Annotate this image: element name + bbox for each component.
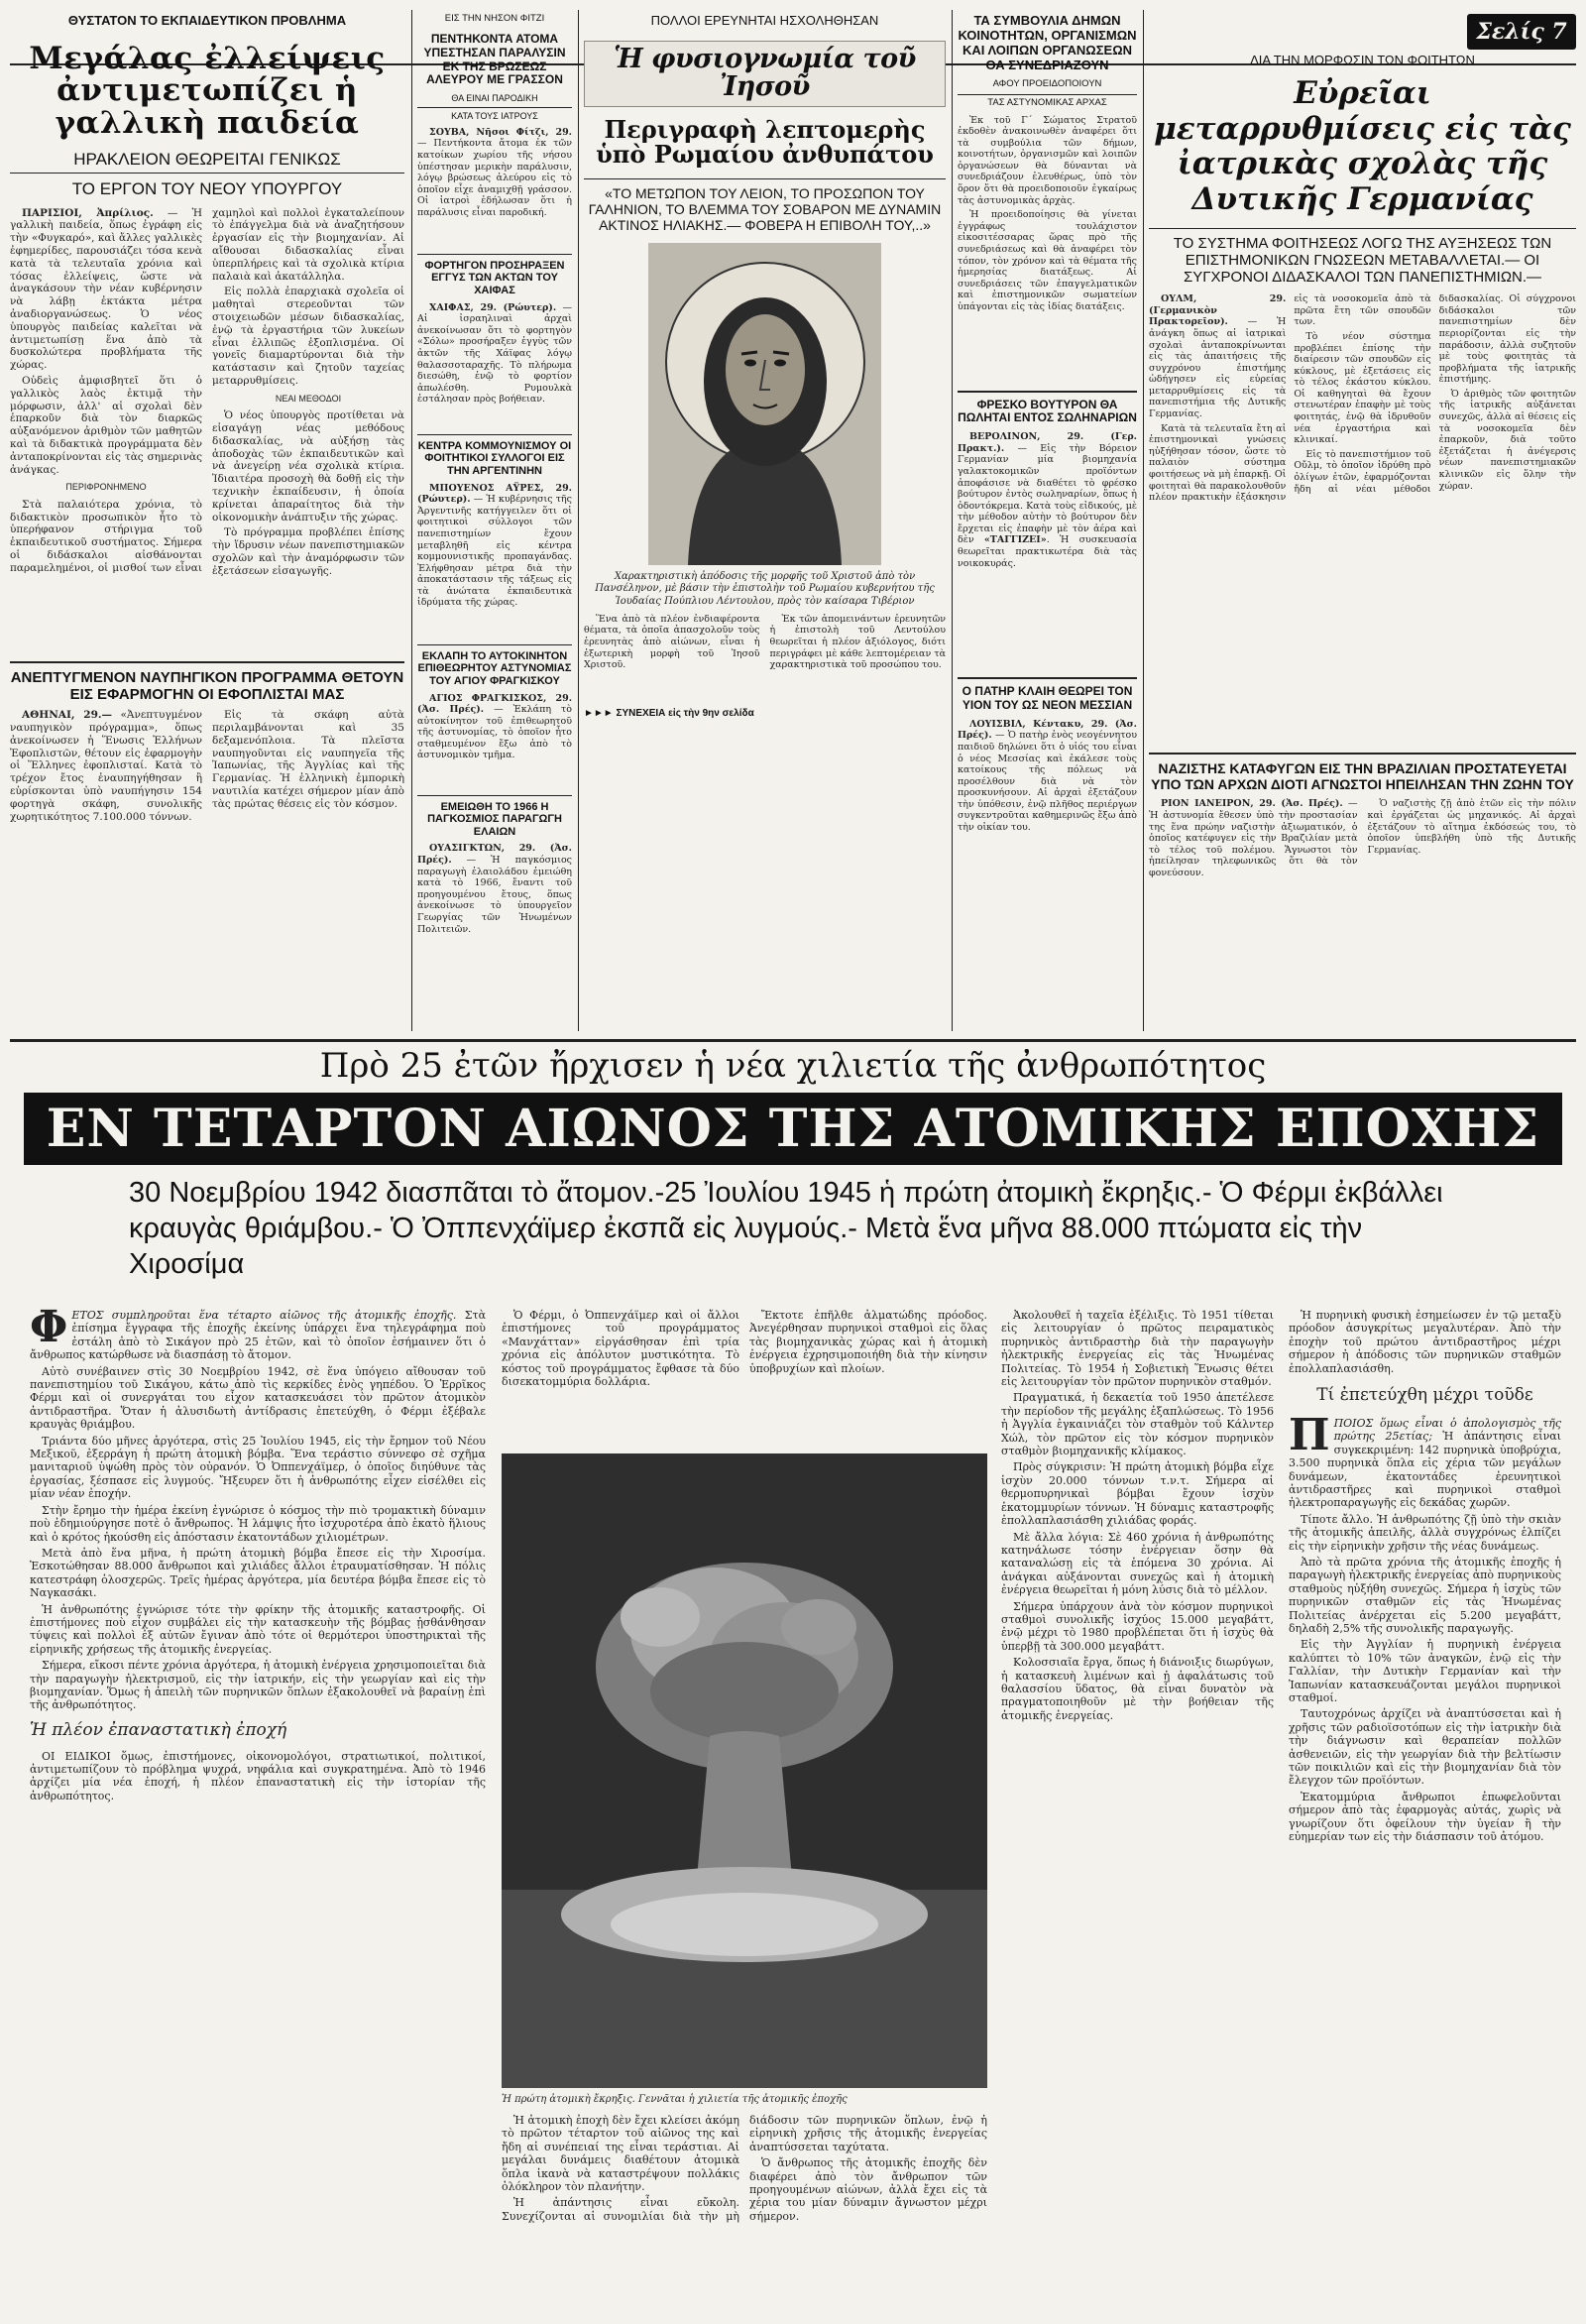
kicker: ΘΥΣΤΑΤΟΝ ΤΟ ΕΚΠΑΙΔΕΥΤΙΚΟΝ ΠΡΟΒΛΗΜΑ xyxy=(67,14,347,28)
drop-cap-right: Π xyxy=(1289,1409,1330,1460)
olive-headline: ΕΜΕΙΩΘΗ ΤΟ 1966 Η ΠΑΓΚΟΣΜΙΟΣ ΠΑΡΑΓΩΓΗ ΕΛΑΙΩΝ xyxy=(417,795,572,839)
atomic-mid-top: Ὁ Φέρμι, ὁ Ὀππενχάϊμερ καὶ οἱ ἄλλοι ἐπιστήμονες τοῦ προγράμματος «Μανχάτταν» εἰργάσθησαν ἐπὶ τρία χρόνια εἰς ἀπόλυτον μυστικότητα. Τὸ κόστος τοῦ προγράμματος ἔφθασε τὰ δύο δισεκατομμύρια δολλάρια. Ἔκτοτε ἐπῆλθε ἀλματώδης πρόοδος. Ἀνεγέρθησαν πυρηνικοὶ σταθμοὶ εἰς ὅλας τὰς βιομηχανικὰς χώρας καὶ ἡ ἀτομικὴ ἐνέργεια ἐχρησιμοποιήθη διὰ τὴν κίνησιν ὑποβρυχίων καὶ πλοίων. xyxy=(502,1309,987,1389)
deck: ΤΟ ΕΡΓΟΝ ΤΟΥ ΝΕΟΥ ΥΠΟΥΡΓΟΥ xyxy=(71,179,343,199)
subhead-2: ΝΕΑΙ ΜΕΘΟΔΟΙ xyxy=(275,393,342,404)
sf-body: ΑΓΙΟΣ ΦΡΑΓΚΙΣΚΟΣ, 29. (Ἀσ. Πρές). — Ἐκλάπη τὸ αὐτοκίνητον τοῦ ἐπιθεωρητοῦ τῆς ἀστυνομίας, τὸ ὁποῖον ἦτο σταθμευμένον ἔξω ἀπὸ τὸ ἀστυνομικὸν τμῆμα. xyxy=(417,692,572,761)
column-councils xyxy=(958,14,1137,1035)
olive-dateline: ΟΥΑΣΙΓΚΤΩΝ, 29. (Ἀσ. Πρές). xyxy=(417,843,572,867)
fiji-headline: ΠΕΝΤΗΚΟΝΤΑ ΑΤΟΜΑ ΥΠΕΣΤΗΣΑΝ ΠΑΡΑΛΥΣΙΝ ΕΚ ΤΗΣ ΒΡΩΣΕΩΣ ΑΛΕΥΡΟΥ ΜΕ ΓΡΑΣΣΟΝ xyxy=(423,31,566,87)
messiah-dateline: ΛΟΥΙΣΒΙΛ, Κέντακυ, 29. (Ἀσ. Πρές). xyxy=(958,718,1137,742)
germany-dateline: ΟΥΛΜ, 29. (Γερμανικὸν Πρακτορεῖον). xyxy=(1149,293,1287,328)
councils-headline: ΤΑ ΣΥΜΒΟΥΛΙΑ ΔΗΜΩΝ ΚΟΙΝΟΤΗΤΩΝ, ΟΡΓΑΝΙΣΜΩΝ ΚΑΙ ΛΟΙΠΩΝ ΟΡΓΑΝΩΣΕΩΝ ΘΑ ΣΥΝΕΔΡΙΑΖΟΥΝ xyxy=(958,14,1137,72)
col-divider-2 xyxy=(578,10,579,1031)
subhead-achievements: Τί ἐπετεύχθη μέχρι τοῦδε xyxy=(1316,1385,1533,1406)
article-body: ΠΑΡΙΣΙΟΙ, Ἀπρίλιος. — Ἡ γαλλικὴ παιδεία, ὅπως ἐγράφη εἰς τὴν «Φυγκαρό», καὶ ἄλλες γαλλικὲς ἐφημερίδες, παρουσιάζει τόσα κενὰ κατὰ τὰ τελευταῖα χρόνια καὶ τόσας ἐλλείψεις, ὥστε νὰ ἀναγκάσουν τὴν νέαν κυβέρνησιν νὰ λάβῃ ἐκτάκτα μέτρα ἀναδιοργανώσεως. Ὁ νέος ὑπουργὸς παιδείας καλεῖται νὰ ἀντιμετωπίσῃ ἕνα ἀπὸ τὰ δυσκολώτερα προβλήματα τῆς χώρας. Οὐδεὶς ἀμφισβητεῖ ὅτι ὁ γαλλικὸς λαὸς ἐκτιμᾷ τὴν μόρφωσιν, ἀλλ' αἱ σχολαὶ δὲν ἐπαρκοῦν διὰ τὸν διαρκῶς αὐξανόμενον ἀριθμὸν τῶν μαθητῶν καὶ τὰ διδακτικὰ προγράμματα δὲν ἀνταποκρίνονται εἰς τὰς σημερινὰς ἀνάγκας. ΠΕΡΙΦΡΟΝΗΜΕΝΟ Στὰ παλαιότερα χρόνια, τὸ διδακτικὸν προσωπικὸν ἦτο τὸ ὑπερήφανον στήριγμα τοῦ ἐκπαιδευτικοῦ συστήματος. Σήμερα οἱ διδάσκαλοι αἰσθάνονται παραμελημένοι, οἱ μισθοί των εἶναι χαμηλοὶ καὶ πολλοὶ ἐγκαταλείπουν τὸ ἐπάγγελμα διὰ νὰ ἀναζητήσουν ἐργασίαν εἰς τὴν βιομηχανίαν. Αἱ αἴθουσαι διδασκαλίας εἶναι ὑπερπλήρεις καὶ τὰ σχολικὰ κτίρια παλαιὰ καὶ ἀκατάλληλα. Εἰς πολλὰ ἐπαρχιακὰ σχολεῖα οἱ μαθηταὶ στερεοῦνται τῶν στοιχειωδῶν μέσων διδασκαλίας, ἐνῷ τὰ ἐργαστήρια τῶν λυκείων εἶναι ἐλλιπῶς ἐξοπλισμένα. Οἱ γονεῖς διαμαρτύρονται διὰ τὴν κατάστασιν καὶ ζητοῦν ταχείας μεταρρυθμίσεις. ΝΕΑΙ ΜΕΘΟΔΟΙ Ὁ νέος ὑπουργὸς προτίθεται νὰ εἰσαγάγῃ νέας μεθόδους διδασκαλίας, νὰ αὐξήσῃ τὰς ἀποδοχὰς τῶν ἐκπαιδευτικῶν καὶ νὰ ἀνεγείρῃ νέα σχολικὰ κτίρια. Ἰδιαιτέρα προσοχὴ θὰ δοθῇ εἰς τὴν τεχνικὴν ἐκπαίδευσιν, ἡ ὁποία κρίνεται ἀπαραίτητος διὰ τὴν οἰκονομικὴν ἀνάπτυξιν τῆς χώρας. Τὸ πρόγραμμα προβλέπει ἐπίσης τὴν ἵδρυσιν νέων πανεπιστημιακῶν σχολῶν καὶ τὴν ἀναμόρφωσιν τῶν ἐξετάσεων εἰσαγωγῆς. xyxy=(10,206,404,577)
councils-body: Ἐκ τοῦ Γ΄ Σώματος Στρατοῦ ἐκδοθὲν ἀνακοινωθὲν ἀναφέρει ὅτι τὰ συμβούλια τῶν δήμων, κοινοτήτων, ὀργανισμῶν καὶ λοιπῶν ὀργανώσεων θὰ δύνανται νὰ συνεδριάζουν ἐλευθέρως, ὑπὸ τὸν ὅρον ὅτι θὰ προειδοποιοῦν ἐγκαίρως τὰς ἀστυνομικὰς ἀρχὰς. Ἡ προειδοποίησις θὰ γίνεται ἐγγράφως τουλάχιστον εἰκοσιτέσσαρας ὥρας πρὸ τῆς συνεδριάσεως καὶ θὰ ἀναφέρει τὸν τόπον, τὸν χρόνον καὶ τὰ θέματα τῆς ἡμερησίας διατάξεως. Αἱ συνεδριάσεις τῶν ἐπαγγελματικῶν καὶ ἐπιστημονικῶν σωματείων ὑπάγονται εἰς τὰς ἰδίας διατάξεις. xyxy=(958,114,1137,312)
headline: Εὐρεῖαι μεταρρυθμίσεις εἰς τὰς ἰατρικὰς σχολὰς τῆς Δυτικῆς Γερμανίας xyxy=(1154,74,1571,217)
headline: Μεγάλας ἐλλείψεις ἀντιμετωπίζει ἡ γαλλικὴ παιδεία xyxy=(29,40,386,142)
deck: ΤΟ ΣΥΣΤΗΜΑ ΦΟΙΤΗΣΕΩΣ ΛΟΓΩ ΤΗΣ ΑΥΞΗΣΕΩΣ ΤΩΝ ΕΠΙΣΤΗΜΟΝΙΚΩΝ ΓΝΩΣΕΩΝ ΜΕΤΑΒΑΛΛΕΤΑΙ.— ΟΙ ΣΥΓΧΡΟΝΟΙ ΔΙΔΑΣΚΑΛΟΙ ΤΩΝ ΠΑΝΕΠΙΣΤΗΜΙΩΝ.— xyxy=(1149,228,1576,287)
col-divider-1 xyxy=(411,10,412,1031)
subtitle: ΗΡΑΚΛΕΙΟΝ ΘΕΩΡΕΙΤΑΙ ΓΕΝΙΚΩΣ xyxy=(10,150,404,174)
dateline: ΠΑΡΙΣΙΟΙ, Ἀπρίλιος. xyxy=(22,206,154,219)
councils-sub: ΑΦΟΥ ΠΡΟΕΙΔΟΠΟΙΟΥΝ xyxy=(992,77,1102,89)
atomic-midright-col: Ἀκολουθεῖ ἡ ταχεῖα ἐξέλιξις. Τὸ 1951 τίθεται εἰς λειτουργίαν ὁ πρῶτος πειραματικὸς πυρηνικὸς ἀντιδραστὴρ διὰ τὴν παραγωγὴν ἠλεκτρικῆς ἐνεργείας εἰς τὰς Ἡνωμένας Πολιτείας. Τὸ 1954 ἡ Σοβιετικὴ Ἕνωσις θέτει εἰς λειτουργίαν τὸν πρῶτον πυρηνικὸν σταθμόν. Πραγματικά, ἡ δεκαετία τοῦ 1950 ἀπετέλεσε τὴν περίοδον τῆς μεγάλης ἐξαπλώσεως. Τὸ 1956 ἡ Ἀγγλία ἐγκαινιάζει τὸν σταθμὸν τοῦ Κάλντερ Χώλ, τὸν πρῶτον εἰς τὸν κόσμον πυρηνικὸν σταθμὸν βιομηχανικῆς κλίμακος. Πρὸς σύγκρισιν: Ἡ πρώτη ἀτομικὴ βόμβα εἶχε ἰσχὺν 20.000 τόννων τ.ν.τ. Σήμερα αἱ θερμοπυρηνικαὶ βόμβαι ἔχουν ἰσχὺν ἑκατομμυρίων τόννων. Ἡ δύναμις καταστροφῆς ἐπολλαπλασιάσθη χιλιάδας φοράς. Μὲ ἄλλα λόγια: Σὲ 460 χρόνια ἡ ἀνθρωπότης κατηνάλωσε τόσην ἐνέργειαν ὅσην θὰ καταναλώσῃ εἰς τὰ ἑπόμενα 30 χρόνια. Αἱ ἀνάγκαι αὐξάνονται συνεχῶς καὶ ἡ ἀτομικὴ ἐνέργεια θεωρεῖται ἡ μόνη λύσις διὰ τὸ μέλλον. Σήμερα ὑπάρχουν ἀνὰ τὸν κόσμον πυρηνικοὶ σταθμοὶ συνολικῆς ἰσχύος 15.000 μεγαβάττ, ἐνῷ μέχρι τὸ 1980 προβλέπεται ὅτι ἡ ἰσχὺς θὰ ὑπερβῇ τὰ 300.000 μεγαβάττ. Κολοσσιαῖα ἔργα, ὅπως ἡ διάνοιξις διωρύγων, ἡ κατασκευὴ λιμένων καὶ ἡ ἀφαλάτωσις τοῦ θαλασσίου ὕδατος, θὰ εἶναι δυνατὸν νὰ πραγματοποιηθοῦν μὲ τὴν βοήθειαν τῆς ἀτομικῆς ἐνεργείας. xyxy=(1001,1309,1274,1722)
atomic-kicker: Πρὸ 25 ἐτῶν ἤρχισεν ἡ νέα χιλιετία τῆς ἀνθρωπότητος xyxy=(319,1049,1267,1086)
column-germany xyxy=(1149,14,1576,1035)
atomic-explosion-photo xyxy=(502,1453,987,2088)
haifa-dateline: ΧΑΙΦΑΣ, 29. (Ρώυτερ). xyxy=(429,301,557,313)
argentina-dateline: ΜΠΟΥΕΝΟΣ ΑΫΡΕΣ, 29. (Ρώυτερ). xyxy=(417,482,572,506)
subhead-revolutionary: Ἡ πλέον ἐπαναστατικὴ ἐποχή xyxy=(30,1719,287,1740)
shipbuilding-headline: ΑΝΕΠΤΥΓΜΕΝΟΝ ΝΑΥΠΗΓΙΚΟΝ ΠΡΟΓΡΑΜΜΑ ΘΕΤΟΥΝ ΕΙΣ ΕΦΑΡΜΟΓΗΝ ΟΙ ΕΦΟΠΛΙΣΤΑΙ ΜΑΣ xyxy=(10,668,404,703)
mushroom-cloud-icon xyxy=(502,1453,987,2088)
christ-icon-illustration xyxy=(648,243,881,565)
dateline-right: ΠΟΙΟΣ ὅμως εἶναι ὁ ἀπολογισμὸς τῆς πρώτης 25ετίας; xyxy=(1333,1416,1561,1444)
atomic-lead: ΕΤΟΣ συμπληροῦται ἕνα τέταρτο αἰῶνος τῆς ἀτομικῆς ἐποχῆς. xyxy=(71,1309,457,1322)
logo-text: Σελίς 7 xyxy=(1476,19,1567,45)
atomic-banner: ΕΝ ΤΕΤΑΡΤΟΝ ΑΙΩΝΟΣ ΤΗΣ ΑΤΟΜΙΚΗΣ ΕΠΟΧΗΣ xyxy=(46,1098,1540,1159)
continued: ΣΥΝΕΧΕΙΑ εἰς τὴν 9ην σελίδα xyxy=(616,707,754,719)
fiji-dateline: ΣΟΥΒΑ, Νῆσοι Φίτζι, 29. xyxy=(429,126,572,138)
sf-dateline: ΑΓΙΟΣ ΦΡΑΓΚΙΣΚΟΣ, 29. (Ἀσ. Πρές). xyxy=(417,692,572,716)
atomic-photo-caption: Ἡ πρώτη ἀτομικὴ ἔκρηξις. Γεννᾶται ἡ χιλιετία τῆς ἀτομικῆς ἐποχῆς xyxy=(502,2094,848,2105)
kicker: ΕΙΣ ΤΗΝ ΝΗΣΟΝ ΦΙΤΖΙ xyxy=(444,14,545,24)
haifa-body: ΧΑΙΦΑΣ, 29. (Ρώυτερ). — Αἱ ἰσραηλιναὶ ἀρχαὶ ἀνεκοίνωσαν ὅτι τὸ φορτηγὸν «Σόλω» προσήραξεν ἐγγὺς τῶν ἀκτῶν τῆς Χάϊφας λόγῳ θαλασσοταραχῆς. Τὸ πλήρωμα διεσώθη, ἐνῷ τὸ φορτίον ἀπωλέσθη. Ρυμουλκὰ ἐστάλησαν πρὸς βοήθειαν. xyxy=(417,301,572,406)
brazil-dateline: ΡΙΟΝ ΙΑΝΕΙΡΟΝ, 29. (Ἀσ. Πρές). xyxy=(1161,798,1343,810)
arrows-icon: ►►► xyxy=(584,707,614,719)
fiji-sub: ΘΑ ΕΙΝΑΙ ΠΑΡΟΔΙΚΗ xyxy=(451,93,538,104)
butter-body: ΒΕΡΟΛΙΝΟΝ, 29. (Γερ. Πρακτ.). — Εἰς τὴν Βόρειον Γερμανίαν μία βιομηχανία γαλακτοκομικῶν προϊόντων ἀποφάσισε νὰ διαθέτει τὸ φρέσκο βούτυρον ἐντὸς σωληναρίων, ὅπως ἡ ὀδοντόκρεμα. Κατὰ τοὺς εἰδικούς, μὲ τὴν μέθοδον αὐτὴν τὸ βούτυρον δὲν ἔρχεται εἰς ἐπαφὴν μὲ τὸν ἀέρα καὶ δὲν «ΤΑΓΓΙΖΕΙ». Ἡ συσκευασία θεωρεῖται πρακτικωτέρα διὰ τὰς νοικοκυράς. xyxy=(958,431,1137,569)
column-fiji xyxy=(417,14,572,1035)
sf-headline: ΕΚΛΑΠΗ ΤΟ ΑΥΤΟΚΙΝΗΤΟΝ ΕΠΙΘΕΩΡΗΤΟΥ ΑΣΤΥΝΟΜΙΑΣ ΤΟΥ ΑΓΙΟΥ ΦΡΑΓΚΙΣΚΟΥ xyxy=(417,644,572,688)
fiji-body: ΣΟΥΒΑ, Νῆσοι Φίτζι, 29. — Πεντήκοντα ἄτομα ἐκ τῶν κατοίκων χωρίου τῆς νήσου ὑπέστησαν μερικὴν παράλυσιν, λόγῳ βρώσεως ἀλεύρου εἰς τὸ ὁποῖον εἶχε ἀναμιχθῇ γράσσον. Οἱ ἰατροὶ ἐδήλωσαν ὅτι ἡ παράλυσις εἶναι παροδική. xyxy=(417,126,572,218)
atomic-mid-bottom: Ἡ ἀτομικὴ ἐποχὴ δὲν ἔχει κλείσει ἀκόμη τὸ πρῶτον τέταρτον τοῦ αἰῶνος της καὶ ἤδη αἱ συνέπειαί της εἶναι τεράστιαι. Αἱ μεγάλαι δυνάμεις διαθέτουν ἀτομικὰ ὅπλα ἱκανὰ νὰ καταστρέψουν πολλάκις ὁλόκληρον τὸν πλανήτην. Ἡ ἀπάντησις εἶναι εὔκολη. Συνεχίζονται αἱ συνομιλίαι διὰ τὴν μὴ διάδοσιν τῶν πυρηνικῶν ὅπλων, ἐνῷ ἡ εἰρηνικὴ χρῆσις τῆς ἀτομικῆς ἐνεργείας ἀναπτύσσεται ταχύτατα. Ὁ ἄνθρωπος τῆς ἀτομικῆς ἐποχῆς δὲν διαφέρει ἀπὸ τὸν ἄνθρωπον τῶν προηγουμένων αἰώνων, ἀλλὰ ἔχει εἰς τὰ χέρια του μίαν δύναμιν ἄγνωστον μέχρι σήμερον. xyxy=(502,2114,987,2223)
messiah-body: ΛΟΥΙΣΒΙΛ, Κέντακυ, 29. (Ἀσ. Πρές). — Ὁ πατὴρ ἑνὸς νεογέννητου παιδιοῦ δηλώνει ὅτι ὁ υἱός του εἶναι ὁ νέος Μεσσίας καὶ ἐκάλεσε τοὺς κατοίκους τῆς πόλεως νὰ προσέλθουν διὰ νὰ τὸν προσκυνήσουν. Αἱ ἀρχαὶ ἐξετάζουν τὴν ὑπόθεσιν, ἐνῷ πλῆθος περιέργων συγκεντροῦται καθημερινῶς ἔξω ἀπὸ τὴν οἰκίαν του. xyxy=(958,718,1137,833)
atomic-left-col: ΦΕΤΟΣ συμπληροῦται ἕνα τέταρτο αἰῶνος τῆς ἀτομικῆς ἐποχῆς. Στὰ ἐπίσημα ἔγγραφα τῆς ἐποχῆς ἐκείνης ὑπάρχει ἕνα τηλεγράφημα ποὺ ἐστάλη ἀπὸ τὸ Σικάγον πρὸ 25 ἐτῶν, καὶ τὸ ὁποῖον ἐσήμαινεν ὅτι ὁ ἄνθρωπος κατώρθωσε νὰ διασπάσῃ τὸ ἄτομον. Αὐτὸ συνέβαινεν στὶς 30 Νοεμβρίου 1942, σὲ ἕνα ὑπόγειο αἴθουσαν τοῦ πανεπιστημίου τοῦ Σικάγου, κάτω ἀπὸ τὶς κερκίδες ἑνὸς γηπέδου. Ὁ Ἐρρῖκος Φέρμι καὶ οἱ συνεργάται του εἶχον κατασκευάσει τὸν πρῶτον ἀτομικὸν ἀντιδραστῆρα. Ὅταν ἡ ἀλυσιδωτὴ ἀντίδρασις ἐπετεύχθη, ὁ Φέρμι ἐξέβαλε κραυγὰς θριάμβου. Τριάντα δύο μῆνες ἀργότερα, στὶς 25 Ἰουλίου 1945, εἰς τὴν ἔρημον τοῦ Νέου Μεξικοῦ, ἐξερράγη ἡ πρώτη ἀτομικὴ βόμβα. Ἕνα τεράστιο σύννεφο σὲ σχῆμα μανιταριοῦ ὑψώθη πρὸς τὸν οὐρανόν. Ὁ Ὀππενχάϊμερ, ὁ ὁποῖος διηύθυνε τὰς ἐργασίας, ξέσπασε εἰς λυγμούς. Ἤξευρεν ὅτι ἡ ἀνθρωπότης εἶχεν εἰσέλθει εἰς μίαν νέαν ἐποχήν. Στὴν ἔρημο τὴν ἡμέρα ἐκείνη ἐγνώρισε ὁ κόσμος τὴν πιὸ τρομακτικὴ δύναμιν ποὺ ἐδημιούργησε ποτὲ ὁ ἄνθρωπος. Ἡ λάμψις ἦτο ἰσχυροτέρα ἀπὸ ἑκατὸ ἥλιους καὶ ὁ κρότος ἠκούσθη εἰς ἀπόστασιν ἑκατοντάδων χιλιομέτρων. Μετὰ ἀπὸ ἕνα μῆνα, ἡ πρώτη ἀτομικὴ βόμβα ἔπεσε εἰς τὴν Χιροσίμα. Ἐσκοτώθησαν 88.000 ἄνθρωποι καὶ χιλιάδες ἄλλοι ἐτραυματίσθησαν. Ἡ πόλις κατεστράφη ὁλοσχερῶς. Τρεῖς ἡμέρας ἀργότερα, μία δευτέρα βόμβα ἔπεσε εἰς τὸ Ναγκασάκι. Ἡ ἀνθρωπότης ἐγνώρισε τότε τὴν φρίκην τῆς ἀτομικῆς καταστροφῆς. Οἱ ἐπιστήμονες ποὺ εἶχον συμβάλει εἰς τὴν κατασκευὴν τῆς βόμβας ᾐσθάνθησαν τύψεις καὶ πολλοὶ ἐξ αὐτῶν ἔγιναν ἀπὸ τότε οἱ θερμότεροι ὑποστηρικταὶ τῆς εἰρηνικῆς χρήσεως τῆς ἀτομικῆς ἐνεργείας. Σήμερα, εἴκοσι πέντε χρόνια ἀργότερα, ἡ ἀτομικὴ ἐνέργεια χρησιμοποιεῖται διὰ τὴν παραγωγὴν ἠλεκτρισμοῦ, εἰς τὴν ἰατρικήν, εἰς τὴν γεωργίαν καὶ εἰς τὴν βιομηχανίαν. Ὅμως ἡ ἀπειλὴ τῶν πυρηνικῶν ὅπλων ἐξακολουθεῖ νὰ βαραίνῃ ἐπὶ τῆς ἀνθρωπότητος. Ἡ πλέον ἐπαναστατικὴ ἐποχή ΟΙ ΕΙΔΙΚΟΙ ὅμως, ἐπιστήμονες, οἰκονομολόγοι, στρατιωτικοί, πολιτικοί, ἀντιμετωπίζουν τὸ πρόβλημα ψυχρά, νηφάλια καὶ συγκρατημένα. Ἀπὸ τὸ 1946 ἀρχίζει μία νέα ἐποχή, ἡ πλέον ἐπαναστατικὴ εἰς τὴν ἱστορίαν τῆς ἀνθρωπότητος. xyxy=(30,1302,486,1802)
col-divider-3 xyxy=(952,10,953,1031)
atomic-feature xyxy=(10,1049,1576,2318)
kicker: ΔΙΑ ΤΗΝ ΜΟΡΦΩΣΙΝ ΤΩΝ ΦΟΙΤΗΤΩΝ xyxy=(1250,53,1475,67)
continued-line xyxy=(584,708,946,719)
shipbuilding-body: ΑΘΗΝΑΙ, 29.— «Ἀνεπτυγμένον ναυπηγικὸν πρόγραμμα», ὅπως ἀνεκοίνωσεν ἡ Ἕνωσις Ἑλλήνων Ἐφοπλιστῶν, θέτουν εἰς ἐφαρμογὴν οἱ Ἕλληνες ἐφοπλισταί. Κατὰ τὸ τρέχον ἔτος ἐναυπηγήθησαν ἢ εὑρίσκονται ὑπὸ ναυπήγησιν 154 φορτηγὰ σκάφη, συνολικῆς χωρητικότητος 7.100.000 τόννων. Εἰς τὰ σκάφη αὐτὰ περιλαμβάνονται καὶ 35 δεξαμενόπλοια. Τὰ πλεῖστα ναυπηγοῦνται εἰς ναυπηγεῖα τῆς Ἰαπωνίας, τῆς Ἀγγλίας καὶ τῆς Γερμανίας. Ἡ ἑλληνικὴ ἐμπορικὴ ναυτιλία κατέχει σήμερον μίαν ἀπὸ τὰς πρώτας θέσεις εἰς τὸν κόσμον. xyxy=(10,709,404,823)
haifa-headline: ΦΟΡΤΗΓΟΝ ΠΡΟΣΗΡΑΞΕΝ ΕΓΓΥΣ ΤΩΝ ΑΚΤΩΝ ΤΟΥ ΧΑΙΦΑΣ xyxy=(417,254,572,297)
mid-rule xyxy=(10,1039,1576,1042)
brazil-body: ΡΙΟΝ ΙΑΝΕΙΡΟΝ, 29. (Ἀσ. Πρές). — Ἡ ἀστυνομία ἔθεσεν ὑπὸ τὴν προστασίαν της ἕνα πρώην ναζιστὴν ἀξιωματικόν, ὁ ὁποῖος κατέφυγεν εἰς τὴν Βραζιλίαν μετὰ τὸ τέλος τοῦ πολέμου. Ἄγνωστοι τὸν ἠπείλησαν τηλεφωνικῶς ὅτι θὰ τὸν φονεύσουν. Ὁ ναζιστὴς ζῇ ἀπὸ ἐτῶν εἰς τὴν πόλιν καὶ ἐργάζεται ὡς μηχανικός. Αἱ ἀρχαὶ ἐξετάζουν τὸ αἴτημα ἐκδόσεώς του, τὸ ὁποῖον ὑπεβλήθη ὑπὸ τῆς Δυτικῆς Γερμανίας. xyxy=(1149,798,1576,878)
olive-body: ΟΥΑΣΙΓΚΤΩΝ, 29. (Ἀσ. Πρές). — Ἡ παγκόσμιος παραγωγὴ ἐλαιολάδου ἐμειώθη κατὰ τὸ 1966, ἔναντι τοῦ προηγουμένου ἔτους, ὅπως ἀνεκοίνωσε τὸ ὑπουργεῖον Γεωργίας τῶν Ἡνωμένων Πολιτειῶν. xyxy=(417,843,572,935)
messiah-headline: Ο ΠΑΤΗΡ ΚΛΑΙΗ ΘΕΩΡΕΙ ΤΟΝ ΥΙΟΝ ΤΟΥ ΩΣ ΝΕΟΝ ΜΕΣΣΙΑΝ xyxy=(958,677,1137,713)
germany-body: ΟΥΛΜ, 29. (Γερμανικὸν Πρακτορεῖον). — Ἡ ἀνάγκη ὅπως αἱ ἰατρικαὶ σχολαὶ ἀνταποκρίνωνται εἰς τὰς ἀπαιτήσεις τῆς συγχρόνου ἐπιστήμης ὡδήγησεν εἰς εὐρείας μεταρρυθμίσεις εἰς τὰ πανεπιστήμια τῆς Δυτικῆς Γερμανίας. Κατὰ τὰ τελευταῖα ἔτη αἱ ἐπιστημονικαὶ γνώσεις ηὐξήθησαν τόσον, ὥστε τὸ παλαιὸν σύστημα φοιτήσεως νὰ μὴ ἐπαρκῇ. Οἱ φοιτηταὶ θὰ παρακολουθοῦν πλέον πρακτικὴν ἐξάσκησιν εἰς τὰ νοσοκομεῖα ἀπὸ τὰ πρῶτα ἔτη τῶν σπουδῶν των. Τὸ νέον σύστημα προβλέπει ἐπίσης τὴν διαίρεσιν τῶν σπουδῶν εἰς κύκλους, μὲ ἐξετάσεις εἰς τὸ τέλος ἑκάστου κύκλου. Οἱ καθηγηταὶ θὰ ἔχουν στενωτέραν ἐπαφὴν μὲ τοὺς φοιτητάς, ἐνῷ θὰ ἱδρυθοῦν νέα ἐργαστήρια καὶ κλινικαί. Εἰς τὸ πανεπιστήμιον τοῦ Οὔλμ, τὸ ὁποῖον ἱδρύθη πρὸ ὀλίγων ἐτῶν, ἐφαρμόζονται ἤδη αἱ νέαι μέθοδοι διδασκαλίας. Οἱ σύγχρονοι διδάσκαλοι τῶν πανεπιστημίων δὲν περιορίζονται εἰς τὴν παράδοσιν, ἀλλὰ συζητοῦν μὲ τοὺς φοιτητὰς τὰ προβλήματα τῆς ἰατρικῆς ἐπιστήμης. Ὁ ἀριθμὸς τῶν φοιτητῶν τῆς ἰατρικῆς αὐξάνεται συνεχῶς, ἀλλὰ αἱ θέσεις εἰς τὰ νοσοκομεῖα δὲν ἐπαρκοῦν, διὰ τοῦτο ἐξετάζεται ἡ ἀνέγερσις νέων πανεπιστημιακῶν κλινικῶν εἰς ὅλην τὴν χώραν. xyxy=(1149,293,1576,504)
column-jesus xyxy=(584,14,946,1035)
drop-cap: Φ xyxy=(30,1302,68,1352)
column-french-education xyxy=(10,14,404,1035)
brazil-headline: ΝΑΖΙΣΤΗΣ ΚΑΤΑΦΥΓΩΝ ΕΙΣ ΤΗΝ ΒΡΑΖΙΛΙΑΝ ΠΡΟΣΤΑΤΕΥΕΤΑΙ ΥΠΟ ΤΩΝ ΑΡΧΩΝ ΔΙΟΤΙ ΑΓΝΩΣΤΟΙ ΗΠΕΙΛΗΣΑΝ ΤΗΝ ΖΩΗΝ ΤΟΥ xyxy=(1149,753,1576,792)
argentina-body: ΜΠΟΥΕΝΟΣ ΑΫΡΕΣ, 29. (Ρώυτερ). — Ἡ κυβέρνησις τῆς Ἀργεντινῆς κατήγγειλεν ὅτι οἱ φοιτητικοὶ σύλλογοι τῶν πανεπιστημίων ἔχουν μεταβληθῆ εἰς κέντρα κομμουνιστικῆς προπαγάνδας. Ἐλήφθησαν μέτρα διὰ τὴν ἀποκατάστασιν τῆς τάξεως εἰς τὰ ἀνώτατα ἐκπαιδευτικὰ ἱδρύματα τῆς χώρας. xyxy=(417,482,572,609)
councils-sub2: ΤΑΣ ΑΣΤΥΝΟΜΙΚΑΣ ΑΡΧΑΣ xyxy=(958,94,1137,109)
fiji-sub2: ΚΑΤΑ ΤΟΥΣ ΙΑΤΡΟΥΣ xyxy=(417,107,572,121)
jesus-body: Ἕνα ἀπὸ τὰ πλέον ἐνδιαφέροντα θέματα, τὰ ὁποῖα ἀπασχολοῦν τοὺς ἐρευνητὰς ἀπὸ αἰώνων, εἶναι ἡ ἐξωτερικὴ μορφὴ τοῦ Ἰησοῦ Χριστοῦ. Ἐκ τῶν ἀπομεινάντων ἐρευνητῶν ἡ ἐπιστολὴ τοῦ Λεντούλου θεωρεῖται ἡ πλέον ἀξιόλογος, διότι περιγράφει μὲ κάθε λεπτομέρειαν τὰ χαρακτηριστικὰ τοῦ προσώπου του. xyxy=(584,613,946,671)
christ-portrait-icon xyxy=(648,243,881,565)
atomic-right-col: Ἡ πυρηνικὴ φυσικὴ ἐσημείωσεν ἐν τῷ μεταξὺ πρόοδον ἀσυγκρίτως μεγαλυτέραν. Ἀπὸ τὴν ἐποχὴν τοῦ πρώτου ἀντιδραστῆρος μέχρι σήμερον ἡ ἀπόδοσις τῶν πυρηνικῶν σταθμῶν ἐπολλαπλασιάσθη. Τί ἐπετεύχθη μέχρι τοῦδε ΠΠΟΙΟΣ ὅμως εἶναι ὁ ἀπολογισμὸς τῆς πρώτης 25ετίας; Ἡ ἀπάντησις εἶναι συγκεκριμένη: 142 πυρηνικὰ ὑποβρύχια, 3.500 πυρηνικὰ ὅπλα εἰς χέρια τῶν μεγάλων δυνάμεων, ἑκατοντάδες ἐρευνητικοὶ ἀντιδραστῆρες καὶ πυρηνικοὶ σταθμοὶ ἠλεκτροπαραγωγῆς εἰς δεκάδας χωρῶν. Τίποτε ἄλλο. Ἡ ἀνθρωπότης ζῇ ὑπὸ τὴν σκιὰν τῆς ἀτομικῆς ἀπειλῆς, ἀλλὰ συγχρόνως ἐλπίζει εἰς τὴν εἰρηνικὴν χρῆσιν τῆς νέας δυνάμεως. Ἀπὸ τὰ πρῶτα χρόνια τῆς ἀτομικῆς ἐποχῆς ἡ παραγωγὴ ἠλεκτρικῆς ἐνεργείας ἀπὸ πυρηνικοὺς σταθμοὺς ηὐξήθη συνεχῶς. Σήμερα ἡ ἰσχὺς τῶν πυρηνικῶν σταθμῶν εἰς τὰς Ἡνωμένας Πολιτείας ἀνέρχεται εἰς 5.200 μεγαβάττ, δηλαδὴ 2,5% τῆς συνολικῆς παραγωγῆς. Εἰς τὴν Ἀγγλίαν ἡ πυρηνικὴ ἐνέργεια καλύπτει τὸ 10% τῶν ἀναγκῶν, ἐνῷ εἰς τὴν Γαλλίαν, τὴν Δυτικὴν Γερμανίαν καὶ τὴν Ἰαπωνίαν κατασκευάζονται μεγάλοι πυρηνικοὶ σταθμοί. Ταυτοχρόνως ἀρχίζει νὰ ἀναπτύσσεται καὶ ἡ χρῆσις τῶν ραδιοϊσοτόπων εἰς τὴν ἰατρικὴν διὰ τὴν διάγνωσιν καὶ θεραπείαν πολλῶν ἀσθενειῶν, εἰς τὴν γεωργίαν διὰ τὴν βελτίωσιν τῶν ποικιλιῶν καὶ εἰς τὴν βιομηχανίαν διὰ τὸν ἔλεγχον τῶν προϊόντων. Ἐκατομμύρια ἄνθρωποι ἐπωφελοῦνται σήμερον ἀπὸ τὰς ἐφαρμογὰς αὐτάς, χωρὶς νὰ γνωρίζουν ὅτι ὀφείλουν τὴν ὑγείαν ἢ τὴν εὐημερίαν των εἰς τὴν διάσπασιν τοῦ ἀτόμου. xyxy=(1289,1309,1561,1844)
butter-dateline: ΒΕΡΟΛΙΝΟΝ, 29. (Γερ. Πρακτ.). xyxy=(958,431,1137,454)
headline: Περιγραφὴ λεπτομερὴς ὑπὸ Ρωμαίου ἀνθυπάτου xyxy=(596,114,934,169)
caption: Χαρακτηριστικὴ ἀπόδοσις τῆς μορφῆς τοῦ Χριστοῦ ἀπὸ τὸν Πανσέληνον, μὲ βάσιν τὴν ἐπιστολὴν τοῦ Ρωμαίου κυβερνήτου τῆς Ἰουδαίας Πούπλιου Λέντουλου, πρὸς τὸν καίσαρα Τιβέριον xyxy=(595,571,935,607)
kicker: ΠΟΛΛΟΙ ΕΡΕΥΝΗΤΑΙ ΗΣΧΟΛΗΘΗΣΑΝ xyxy=(650,14,879,28)
banner: Ἡ φυσιογνωμία τοῦ Ἰησοῦ xyxy=(584,41,946,107)
masthead-logo xyxy=(1467,14,1576,50)
argentina-headline: ΚΕΝΤΡΑ ΚΟΜΜΟΥΝΙΣΜΟΥ ΟΙ ΦΟΙΤΗΤΙΚΟΙ ΣΥΛΛΟΓΟΙ ΕΙΣ ΤΗΝ ΑΡΓΕΝΤΙΝΗΝ xyxy=(417,434,572,478)
atomic-banner-box xyxy=(24,1093,1562,1165)
subhead-1: ΠΕΡΙΦΡΟΝΗΜΕΝΟ xyxy=(65,482,147,493)
quote: «ΤΟ ΜΕΤΩΠΟΝ ΤΟΥ ΛΕΙΟΝ, ΤΟ ΠΡΟΣΩΠΟΝ ΤΟΥ ΓΑΛΗΝΙΟΝ, ΤΟ ΒΛΕΜΜΑ ΤΟΥ ΣΟΒΑΡΟΝ ΜΕ ΔΥΝΑΜΙΝ ΑΚΤΙΝΟΣ ΗΛΙΑΚΗΣ.— ΦΟΒΕΡΑ Η ΕΠΙΒΟΛΗ ΤΟΥ,..» xyxy=(584,178,946,233)
butter-headline: ΦΡΕΣΚΟ ΒΟΥΤΥΡΟΝ ΘΑ ΠΩΛΗΤΑΙ ΕΝΤΟΣ ΣΩΛΗΝΑΡΙΩΝ xyxy=(958,391,1137,426)
butter-brand: «ΤΑΓΓΙΖΕΙ» xyxy=(983,534,1047,546)
shipbuilding-dateline: ΑΘΗΝΑΙ, 29.— xyxy=(22,709,113,722)
col-divider-4 xyxy=(1143,10,1144,1031)
atomic-subtitle: 30 Νοεμβρίου 1942 διασπᾶται τὸ ἄτομον.-25 Ἰουλίου 1945 ἡ πρώτη ἀτομικὴ ἔκρηξις.- Ὁ Φέρμι ἐκβάλλει κραυγὰς θριάμβου.- Ὁ Ὀππενχάϊμερ ἐκσπᾶ εἰς λυγμούς.- Μετὰ ἕνα μῆνα 88.000 πτώματα εἰς τὴν Χιροσίμα xyxy=(129,1176,1443,1281)
